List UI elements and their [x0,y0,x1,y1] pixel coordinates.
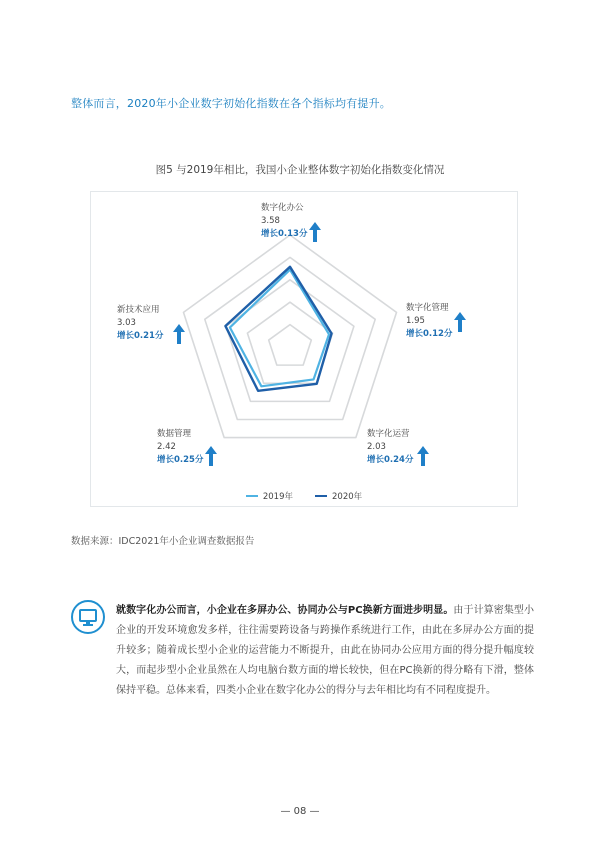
axis-score: 2.42 [157,442,176,452]
up-arrow-icon [309,222,321,242]
page-number: — 08 — [280,806,320,817]
axis-score: 3.03 [117,318,136,328]
label-new-tech [117,304,163,343]
data-source: 数据来源：IDC2021年小企业调查数据报告 [71,536,255,547]
figure-title: 图5 与2019年相比，我国小企业整体数字初始化指数变化情况 [155,164,445,176]
legend-swatch [315,495,327,497]
up-arrow-icon [417,446,429,466]
chart-legend [91,490,517,502]
intro-text: 整体而言，2020年小企业数字初始化指数在各个指标均有提升。 [71,97,391,110]
axis-name: 数字化办公 [261,203,304,213]
radar-chart [90,191,518,507]
axis-score: 1.95 [406,316,425,326]
callout-paragraph [116,601,534,701]
legend-item-2020 [315,490,362,502]
legend-swatch [246,495,258,497]
callout-text: 由于计算密集型小企业的开发环境愈发多样，往往需要跨设备与跨操作系统进行工作，由此在多屏办公方面的提升较多；随着成长型小企业的运营能力不断提升，由此在协同办公应用方面的得分提升幅度较大，而起步型小企业虽然在人均电脑台数方面的增长较快，但在PC换新的得分略有下滑，整体保持平稳。总体来看，四类小企业在数字化办公的得分与去年相比均有不同程度提升。 [116,605,535,696]
label-data-management [157,428,203,467]
axis-name: 数字化运营 [367,429,410,439]
monitor-icon [71,600,105,634]
axis-increase: 增长0.24分 [367,455,414,465]
axis-name: 新技术应用 [117,305,160,315]
axis-increase: 增长0.13分 [261,229,308,239]
axis-score: 2.03 [367,442,386,452]
callout-bold: 就数字化办公而言，小企业在多屏办公、协同办公与PC换新方面进步明显。 [116,605,454,616]
up-arrow-icon [173,324,185,344]
up-arrow-icon [205,446,217,466]
legend-label: 2019年 [262,492,293,502]
up-arrow-icon [454,312,466,332]
radar-ring [269,325,312,366]
axis-name: 数据管理 [157,429,192,439]
label-digital-operation [367,428,413,467]
axis-score: 3.58 [261,216,280,226]
legend-label: 2020年 [332,492,363,502]
axis-increase: 增长0.25分 [157,455,204,465]
radar-ring [183,235,396,438]
axis-name: 数字化管理 [406,303,449,313]
label-digital-office [261,202,307,241]
label-digital-management [406,302,452,341]
axis-increase: 增长0.21分 [117,331,164,341]
axis-increase: 增长0.12分 [406,329,453,339]
legend-item-2019 [246,490,293,502]
